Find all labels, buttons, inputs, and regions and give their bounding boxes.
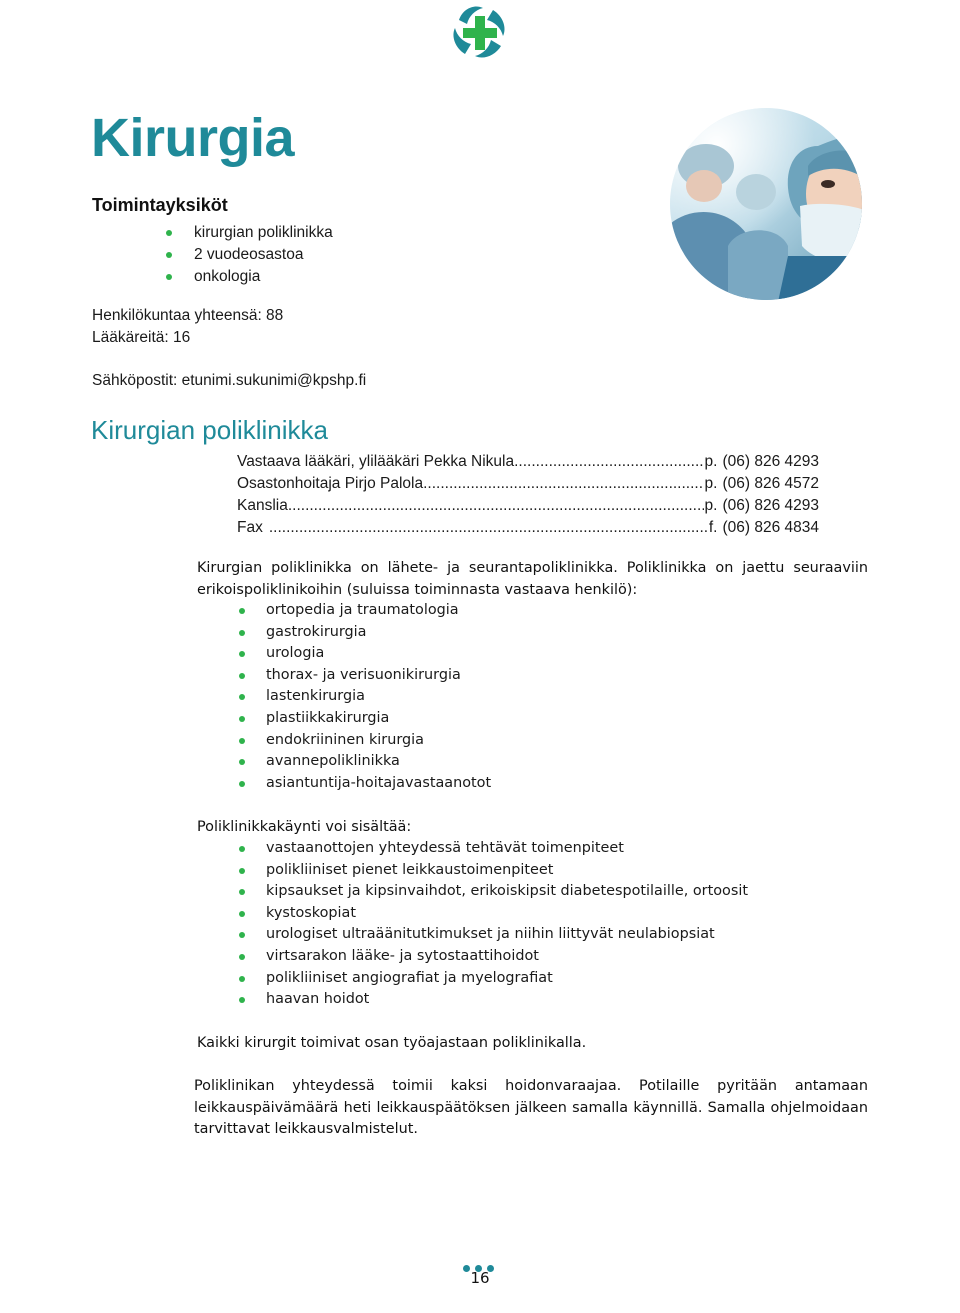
list-item: endokriininen kirurgia [197,730,868,752]
list-item: asiantuntija-hoitajavastaanotot [197,773,868,795]
dot-leader [514,451,703,473]
list-item: plastiikkakirurgia [197,708,868,730]
email-info: Sähköpostit: etunimi.sukunimi@kpshp.fi [92,372,367,389]
dot-leader [269,517,708,539]
list-item: vastaanottojen yhteydessä tehtävät toimenpiteet [197,838,868,860]
phone-number: (06) 826 4293 [722,453,819,470]
list-item: urologia [197,643,868,665]
phone-number: (06) 826 4572 [722,475,819,492]
hospital-cross-logo-icon [449,2,511,64]
list-item: lastenkirurgia [197,686,868,708]
page-title: Kirurgia [91,108,295,168]
list-item: polikliiniset pienet leikkaustoimenpiteet [197,860,868,882]
list-item: 2 vuodeosastoa [166,244,333,266]
list-item: onkologia [166,266,333,288]
list-item: kipsaukset ja kipsinvaihdot, erikoiskipsit diabetespotilaille, ortoosit [197,881,868,903]
surgeons-note: Kaikki kirurgit toimivat osan työajastaan poliklinikalla. [197,1035,587,1051]
contact-name: Fax [237,519,263,536]
list-item: kystoskopiat [197,903,868,925]
list-item: kirurgian poliklinikka [166,222,333,244]
staff-total: Henkilökuntaa yhteensä: 88 [92,307,284,324]
list-item: polikliiniset angiografiat ja myelografiat [197,968,868,990]
section-title: Kirurgian poliklinikka [91,415,328,445]
contact-type: p. [704,497,718,514]
contact-row [237,473,819,495]
clinic-intro: Kirurgian poliklinikka on lähete- ja seurantapoliklinikka. Poliklinikka on jaettu seuraaviin erikoispoliklinikoihin (suluissa toiminnasta vastaava henkilö): [197,560,868,598]
dot-leader [288,495,704,517]
contact-row [237,495,819,517]
units-heading: Toimintayksiköt [92,195,228,215]
contact-list [237,451,819,539]
units-list [166,222,333,288]
contact-row [237,451,819,473]
list-item: urologiset ultraäänitutkimukset ja niihin liittyvät neulabiopsiat [197,924,868,946]
surgeons-photo [668,106,864,302]
list-item: virtsarakon lääke- ja sytostaattihoidot [197,946,868,968]
visit-heading: Poliklinikkakäynti voi sisältää: [197,819,412,835]
doctor-count: Lääkäreitä: 16 [92,329,191,346]
page-number: 16 [470,1269,490,1287]
contact-type: p. [704,475,718,492]
list-item: avannepoliklinikka [197,751,868,773]
list-item: haavan hoidot [197,989,868,1011]
booking-note: Poliklinikan yhteydessä toimii kaksi hoidonvaraajaa. Potilaille pyritään antamaan leikkauspäivämäärä heti leikkauspäätöksen jälkeen samalla käynnillä. Samalla ohjelmoidaan tarvittavat leikkausvalmistelut. [194,1078,868,1138]
list-item: thorax- ja verisuonikirurgia [197,665,868,687]
visit-list [197,838,868,1011]
list-item: gastrokirurgia [197,622,868,644]
fax-number: (06) 826 4834 [722,519,819,536]
contact-name: Osastonhoitaja Pirjo Palola [237,475,424,492]
contact-name: Kanslia [237,497,288,514]
dot-leader [423,473,703,495]
specialty-list [197,600,868,794]
list-item: ortopedia ja traumatologia [197,600,868,622]
contact-name: Vastaava lääkäri, ylilääkäri Pekka Nikula [237,453,515,470]
phone-number: (06) 826 4293 [722,497,819,514]
contact-row [237,517,819,539]
contact-type: f. [708,519,718,536]
contact-type: p. [704,453,718,470]
